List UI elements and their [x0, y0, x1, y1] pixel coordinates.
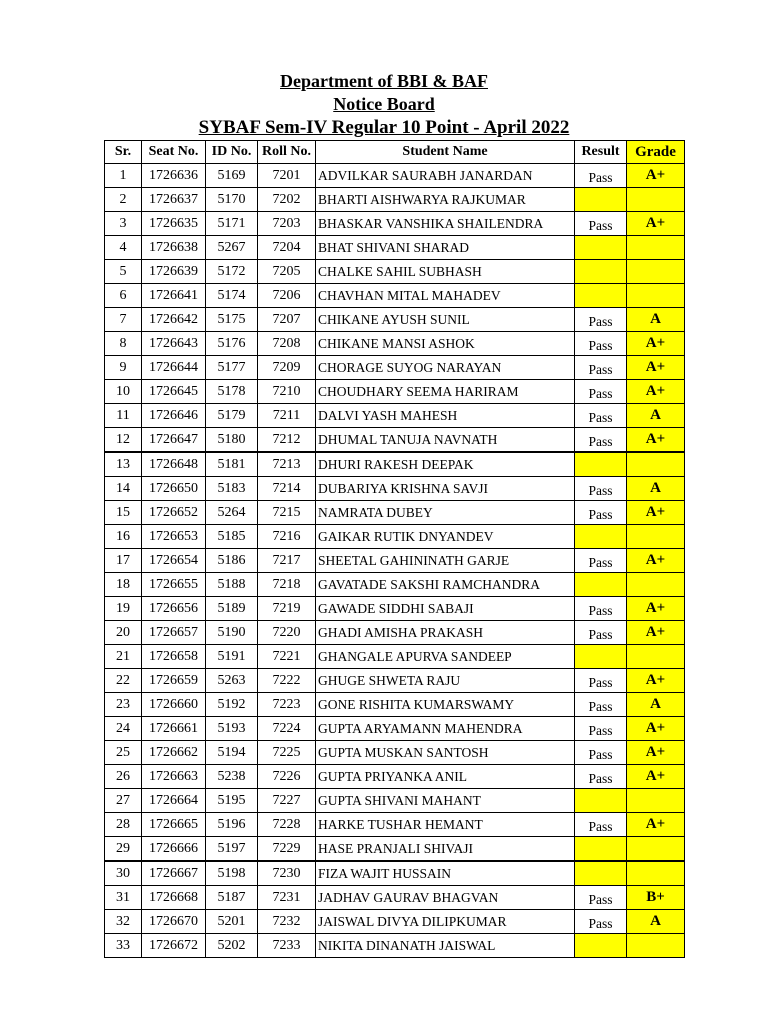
cell-student-name: CHALKE SAHIL SUBHASH	[316, 260, 575, 284]
cell-id-no: 5264	[206, 501, 258, 525]
cell-id-no: 5177	[206, 356, 258, 380]
cell-roll-no: 7220	[258, 621, 316, 645]
cell-student-name: GONE RISHITA KUMARSWAMY	[316, 693, 575, 717]
table-row	[105, 693, 685, 717]
cell-student-name: NAMRATA DUBEY	[316, 501, 575, 525]
cell-roll-no: 7216	[258, 525, 316, 549]
cell-result	[575, 260, 627, 284]
cell-roll-no: 7209	[258, 356, 316, 380]
cell-sr: 3	[105, 212, 142, 236]
cell-sr: 15	[105, 501, 142, 525]
table-row	[105, 356, 685, 380]
table-row	[105, 573, 685, 597]
cell-seat-no: 1726663	[142, 765, 206, 789]
cell-seat-no: 1726666	[142, 837, 206, 862]
cell-sr: 21	[105, 645, 142, 669]
cell-roll-no: 7205	[258, 260, 316, 284]
table-row	[105, 404, 685, 428]
cell-grade	[627, 861, 685, 886]
cell-id-no: 5195	[206, 789, 258, 813]
cell-sr: 32	[105, 910, 142, 934]
cell-grade: A+	[627, 669, 685, 693]
cell-roll-no: 7231	[258, 886, 316, 910]
cell-student-name: CHIKANE MANSI ASHOK	[316, 332, 575, 356]
notice-board-title: Notice Board	[333, 94, 435, 114]
cell-id-no: 5188	[206, 573, 258, 597]
cell-grade: A+	[627, 212, 685, 236]
cell-sr: 1	[105, 164, 142, 188]
cell-seat-no: 1726635	[142, 212, 206, 236]
cell-roll-no: 7212	[258, 428, 316, 453]
cell-sr: 31	[105, 886, 142, 910]
cell-sr: 29	[105, 837, 142, 862]
cell-result: Pass	[575, 549, 627, 573]
document-heading	[0, 70, 768, 139]
cell-grade: A	[627, 693, 685, 717]
cell-result: Pass	[575, 741, 627, 765]
cell-seat-no: 1726653	[142, 525, 206, 549]
cell-seat-no: 1726658	[142, 645, 206, 669]
cell-student-name: GHUGE SHWETA RAJU	[316, 669, 575, 693]
cell-sr: 7	[105, 308, 142, 332]
cell-sr: 27	[105, 789, 142, 813]
cell-student-name: FIZA WAJIT HUSSAIN	[316, 861, 575, 886]
table-row	[105, 188, 685, 212]
cell-seat-no: 1726646	[142, 404, 206, 428]
cell-seat-no: 1726644	[142, 356, 206, 380]
cell-grade	[627, 452, 685, 477]
cell-id-no: 5171	[206, 212, 258, 236]
results-table-body	[105, 164, 685, 958]
cell-sr: 23	[105, 693, 142, 717]
cell-roll-no: 7225	[258, 741, 316, 765]
cell-id-no: 5263	[206, 669, 258, 693]
table-row	[105, 669, 685, 693]
cell-sr: 6	[105, 284, 142, 308]
cell-grade: A+	[627, 356, 685, 380]
cell-id-no: 5172	[206, 260, 258, 284]
cell-seat-no: 1726654	[142, 549, 206, 573]
cell-roll-no: 7228	[258, 813, 316, 837]
cell-result	[575, 837, 627, 862]
cell-student-name: GAWADE SIDDHI SABAJI	[316, 597, 575, 621]
results-table	[104, 140, 685, 958]
cell-roll-no: 7203	[258, 212, 316, 236]
cell-result: Pass	[575, 621, 627, 645]
cell-seat-no: 1726648	[142, 452, 206, 477]
col-header-student-name: Student Name	[316, 141, 575, 164]
cell-seat-no: 1726660	[142, 693, 206, 717]
table-row	[105, 501, 685, 525]
table-row	[105, 452, 685, 477]
cell-result: Pass	[575, 597, 627, 621]
table-row	[105, 212, 685, 236]
cell-grade	[627, 573, 685, 597]
cell-grade: B+	[627, 886, 685, 910]
cell-roll-no: 7233	[258, 934, 316, 958]
cell-student-name: GHANGALE APURVA SANDEEP	[316, 645, 575, 669]
table-row	[105, 428, 685, 453]
cell-result: Pass	[575, 332, 627, 356]
cell-result	[575, 789, 627, 813]
cell-roll-no: 7204	[258, 236, 316, 260]
cell-seat-no: 1726637	[142, 188, 206, 212]
cell-roll-no: 7207	[258, 308, 316, 332]
cell-student-name: GUPTA MUSKAN SANTOSH	[316, 741, 575, 765]
cell-grade: A+	[627, 813, 685, 837]
table-row	[105, 910, 685, 934]
cell-sr: 4	[105, 236, 142, 260]
cell-student-name: NIKITA DINANATH JAISWAL	[316, 934, 575, 958]
cell-roll-no: 7229	[258, 837, 316, 862]
cell-result: Pass	[575, 164, 627, 188]
cell-id-no: 5186	[206, 549, 258, 573]
col-header-seat-no: Seat No.	[142, 141, 206, 164]
table-row	[105, 934, 685, 958]
cell-roll-no: 7215	[258, 501, 316, 525]
cell-seat-no: 1726641	[142, 284, 206, 308]
cell-id-no: 5198	[206, 861, 258, 886]
cell-id-no: 5202	[206, 934, 258, 958]
cell-seat-no: 1726668	[142, 886, 206, 910]
cell-roll-no: 7214	[258, 477, 316, 501]
cell-grade: A+	[627, 332, 685, 356]
cell-sr: 5	[105, 260, 142, 284]
cell-student-name: DALVI YASH MAHESH	[316, 404, 575, 428]
table-row	[105, 789, 685, 813]
cell-grade: A+	[627, 549, 685, 573]
cell-result: Pass	[575, 813, 627, 837]
cell-grade: A+	[627, 428, 685, 453]
cell-grade	[627, 260, 685, 284]
cell-seat-no: 1726665	[142, 813, 206, 837]
cell-result	[575, 236, 627, 260]
cell-result: Pass	[575, 404, 627, 428]
cell-result: Pass	[575, 669, 627, 693]
cell-seat-no: 1726661	[142, 717, 206, 741]
cell-student-name: JADHAV GAURAV BHAGVAN	[316, 886, 575, 910]
cell-id-no: 5194	[206, 741, 258, 765]
cell-grade: A	[627, 477, 685, 501]
cell-student-name: ADVILKAR SAURABH JANARDAN	[316, 164, 575, 188]
cell-grade	[627, 525, 685, 549]
cell-grade: A+	[627, 717, 685, 741]
cell-seat-no: 1726652	[142, 501, 206, 525]
cell-student-name: CHOUDHARY SEEMA HARIRAM	[316, 380, 575, 404]
cell-seat-no: 1726657	[142, 621, 206, 645]
table-row	[105, 332, 685, 356]
cell-result: Pass	[575, 693, 627, 717]
cell-student-name: DHUMAL TANUJA NAVNATH	[316, 428, 575, 453]
cell-result: Pass	[575, 886, 627, 910]
cell-student-name: DUBARIYA KRISHNA SAVJI	[316, 477, 575, 501]
cell-result	[575, 573, 627, 597]
table-row	[105, 741, 685, 765]
cell-result	[575, 934, 627, 958]
table-row	[105, 645, 685, 669]
cell-grade: A+	[627, 741, 685, 765]
table-row	[105, 597, 685, 621]
cell-sr: 16	[105, 525, 142, 549]
cell-result: Pass	[575, 477, 627, 501]
cell-seat-no: 1726638	[142, 236, 206, 260]
cell-sr: 20	[105, 621, 142, 645]
cell-roll-no: 7210	[258, 380, 316, 404]
cell-id-no: 5181	[206, 452, 258, 477]
cell-student-name: GUPTA PRIYANKA ANIL	[316, 765, 575, 789]
cell-seat-no: 1726647	[142, 428, 206, 453]
cell-result	[575, 861, 627, 886]
cell-seat-no: 1726659	[142, 669, 206, 693]
cell-result: Pass	[575, 765, 627, 789]
cell-student-name: SHEETAL GAHININATH GARJE	[316, 549, 575, 573]
cell-grade	[627, 236, 685, 260]
cell-id-no: 5178	[206, 380, 258, 404]
cell-seat-no: 1726643	[142, 332, 206, 356]
table-row	[105, 236, 685, 260]
cell-roll-no: 7213	[258, 452, 316, 477]
cell-sr: 12	[105, 428, 142, 453]
cell-sr: 33	[105, 934, 142, 958]
cell-grade	[627, 789, 685, 813]
cell-seat-no: 1726639	[142, 260, 206, 284]
cell-sr: 9	[105, 356, 142, 380]
cell-student-name: GUPTA ARYAMANN MAHENDRA	[316, 717, 575, 741]
col-header-id-no: ID No.	[206, 141, 258, 164]
cell-seat-no: 1726667	[142, 861, 206, 886]
cell-result	[575, 645, 627, 669]
cell-roll-no: 7230	[258, 861, 316, 886]
table-row	[105, 549, 685, 573]
cell-id-no: 5187	[206, 886, 258, 910]
cell-grade: A+	[627, 501, 685, 525]
cell-student-name: CHORAGE SUYOG NARAYAN	[316, 356, 575, 380]
cell-student-name: JAISWAL DIVYA DILIPKUMAR	[316, 910, 575, 934]
cell-result: Pass	[575, 308, 627, 332]
cell-roll-no: 7224	[258, 717, 316, 741]
cell-id-no: 5185	[206, 525, 258, 549]
cell-result	[575, 188, 627, 212]
cell-sr: 13	[105, 452, 142, 477]
cell-grade: A+	[627, 597, 685, 621]
cell-id-no: 5169	[206, 164, 258, 188]
cell-result	[575, 284, 627, 308]
cell-sr: 8	[105, 332, 142, 356]
cell-grade	[627, 837, 685, 862]
cell-roll-no: 7223	[258, 693, 316, 717]
cell-student-name: GHADI AMISHA PRAKASH	[316, 621, 575, 645]
cell-sr: 18	[105, 573, 142, 597]
cell-id-no: 5179	[206, 404, 258, 428]
cell-student-name: GUPTA SHIVANI MAHANT	[316, 789, 575, 813]
cell-sr: 19	[105, 597, 142, 621]
cell-roll-no: 7222	[258, 669, 316, 693]
cell-seat-no: 1726672	[142, 934, 206, 958]
cell-roll-no: 7219	[258, 597, 316, 621]
cell-sr: 14	[105, 477, 142, 501]
table-row	[105, 813, 685, 837]
col-header-roll-no: Roll No.	[258, 141, 316, 164]
cell-id-no: 5193	[206, 717, 258, 741]
cell-id-no: 5170	[206, 188, 258, 212]
cell-seat-no: 1726655	[142, 573, 206, 597]
col-header-sr: Sr.	[105, 141, 142, 164]
table-row	[105, 837, 685, 862]
cell-sr: 25	[105, 741, 142, 765]
cell-student-name: BHAT SHIVANI SHARAD	[316, 236, 575, 260]
cell-seat-no: 1726670	[142, 910, 206, 934]
table-header-row	[105, 141, 685, 164]
cell-sr: 22	[105, 669, 142, 693]
cell-roll-no: 7218	[258, 573, 316, 597]
cell-id-no: 5196	[206, 813, 258, 837]
cell-roll-no: 7211	[258, 404, 316, 428]
cell-id-no: 5191	[206, 645, 258, 669]
cell-student-name: HARKE TUSHAR HEMANT	[316, 813, 575, 837]
cell-student-name: CHIKANE AYUSH SUNIL	[316, 308, 575, 332]
cell-seat-no: 1726662	[142, 741, 206, 765]
cell-roll-no: 7202	[258, 188, 316, 212]
table-row	[105, 886, 685, 910]
department-title: Department of BBI & BAF	[280, 71, 488, 91]
cell-id-no: 5238	[206, 765, 258, 789]
cell-seat-no: 1726642	[142, 308, 206, 332]
cell-id-no: 5183	[206, 477, 258, 501]
cell-sr: 28	[105, 813, 142, 837]
cell-seat-no: 1726650	[142, 477, 206, 501]
col-header-result: Result	[575, 141, 627, 164]
cell-roll-no: 7232	[258, 910, 316, 934]
cell-sr: 10	[105, 380, 142, 404]
table-row	[105, 861, 685, 886]
cell-grade: A+	[627, 380, 685, 404]
cell-grade: A	[627, 910, 685, 934]
cell-roll-no: 7217	[258, 549, 316, 573]
table-row	[105, 308, 685, 332]
cell-student-name: HASE PRANJALI SHIVAJI	[316, 837, 575, 862]
cell-id-no: 5197	[206, 837, 258, 862]
cell-grade	[627, 284, 685, 308]
cell-grade	[627, 934, 685, 958]
cell-id-no: 5174	[206, 284, 258, 308]
cell-grade	[627, 645, 685, 669]
cell-roll-no: 7221	[258, 645, 316, 669]
cell-result: Pass	[575, 212, 627, 236]
cell-student-name: BHARTI AISHWARYA RAJKUMAR	[316, 188, 575, 212]
cell-result: Pass	[575, 717, 627, 741]
exam-title: SYBAF Sem-IV Regular 10 Point - April 2022	[198, 117, 570, 138]
cell-result: Pass	[575, 380, 627, 404]
cell-grade: A+	[627, 765, 685, 789]
cell-result	[575, 452, 627, 477]
cell-seat-no: 1726664	[142, 789, 206, 813]
cell-student-name: GAIKAR RUTIK DNYANDEV	[316, 525, 575, 549]
cell-student-name: CHAVHAN MITAL MAHADEV	[316, 284, 575, 308]
cell-sr: 26	[105, 765, 142, 789]
cell-result: Pass	[575, 428, 627, 453]
cell-seat-no: 1726645	[142, 380, 206, 404]
cell-result: Pass	[575, 356, 627, 380]
table-row	[105, 164, 685, 188]
col-header-grade: Grade	[627, 141, 685, 164]
cell-seat-no: 1726636	[142, 164, 206, 188]
cell-roll-no: 7206	[258, 284, 316, 308]
cell-roll-no: 7208	[258, 332, 316, 356]
cell-student-name: DHURI RAKESH DEEPAK	[316, 452, 575, 477]
cell-id-no: 5192	[206, 693, 258, 717]
cell-seat-no: 1726656	[142, 597, 206, 621]
cell-sr: 2	[105, 188, 142, 212]
cell-roll-no: 7227	[258, 789, 316, 813]
cell-grade	[627, 188, 685, 212]
cell-id-no: 5180	[206, 428, 258, 453]
table-row	[105, 765, 685, 789]
table-row	[105, 260, 685, 284]
cell-grade: A	[627, 404, 685, 428]
cell-id-no: 5201	[206, 910, 258, 934]
cell-student-name: BHASKAR VANSHIKA SHAILENDRA	[316, 212, 575, 236]
cell-grade: A	[627, 308, 685, 332]
table-row	[105, 525, 685, 549]
cell-roll-no: 7201	[258, 164, 316, 188]
cell-id-no: 5190	[206, 621, 258, 645]
table-row	[105, 717, 685, 741]
cell-grade: A+	[627, 621, 685, 645]
cell-id-no: 5176	[206, 332, 258, 356]
cell-grade: A+	[627, 164, 685, 188]
cell-sr: 24	[105, 717, 142, 741]
cell-sr: 11	[105, 404, 142, 428]
cell-result: Pass	[575, 910, 627, 934]
cell-student-name: GAVATADE SAKSHI RAMCHANDRA	[316, 573, 575, 597]
cell-result: Pass	[575, 501, 627, 525]
cell-id-no: 5189	[206, 597, 258, 621]
cell-roll-no: 7226	[258, 765, 316, 789]
table-row	[105, 477, 685, 501]
table-row	[105, 621, 685, 645]
table-row	[105, 380, 685, 404]
cell-sr: 17	[105, 549, 142, 573]
table-row	[105, 284, 685, 308]
cell-id-no: 5175	[206, 308, 258, 332]
cell-result	[575, 525, 627, 549]
cell-id-no: 5267	[206, 236, 258, 260]
cell-sr: 30	[105, 861, 142, 886]
